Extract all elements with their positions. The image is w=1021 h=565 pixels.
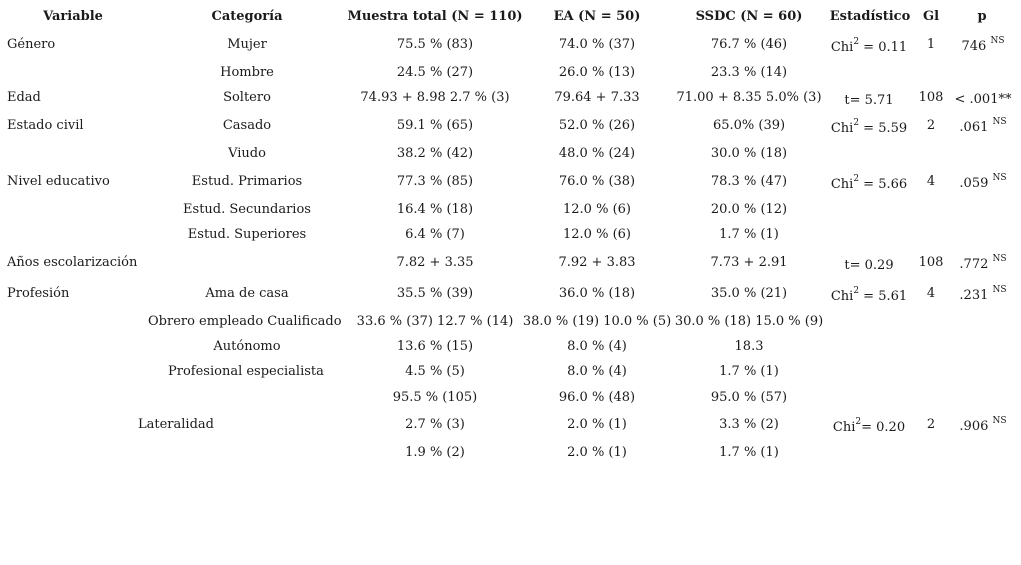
- categoria-cell: Mujer: [227, 37, 267, 52]
- estadistico-cell: [830, 117, 908, 137]
- p-cell: [959, 415, 1007, 435]
- p-cell: [959, 253, 1007, 273]
- categoria-cell: Casado: [222, 118, 272, 133]
- muestra-cell: 1.9 % (2): [405, 445, 465, 460]
- ea-cell: 48.0 % (24): [558, 146, 636, 161]
- estadistico-cell: [844, 258, 893, 274]
- muestra-cell: 95.5 % (105): [392, 390, 478, 405]
- p-significance: NS: [990, 35, 1005, 46]
- gl-cell: 108: [918, 255, 944, 270]
- ssdc-cell: 71.00 + 8.35 5.0% (3): [676, 90, 822, 105]
- variable-cell: Edad: [7, 90, 41, 105]
- muestra-cell: 24.5 % (27): [396, 65, 474, 80]
- stat-text: t= 5.71: [844, 93, 894, 108]
- ssdc-cell: 76.7 % (46): [710, 37, 788, 52]
- ea-cell: 52.0 % (26): [558, 118, 636, 133]
- p-value: .059: [959, 176, 989, 191]
- variable-cell: Años escolarización: [7, 255, 138, 270]
- p-significance: NS: [992, 172, 1007, 183]
- muestra-cell: 4.5 % (5): [405, 364, 465, 379]
- gl-cell: 2: [926, 118, 936, 133]
- p-significance: NS: [992, 415, 1007, 426]
- p-value: .061: [959, 120, 989, 135]
- gl-cell: 108: [918, 90, 944, 105]
- stat-value: = 5.66: [859, 177, 908, 192]
- categoria-cell: Estud. Secundarios: [183, 202, 311, 217]
- muestra-cell: 77.3 % (85): [396, 174, 474, 189]
- ea-cell: 79.64 + 7.33: [554, 90, 640, 105]
- stat-superscript: 2: [853, 117, 860, 128]
- variable-cell: Profesión: [7, 286, 70, 301]
- p-value: < .001**: [954, 92, 1012, 107]
- stat-value: = 5.61: [859, 289, 908, 304]
- ea-cell: 12.0 % (6): [563, 202, 631, 217]
- header-variable: Variable: [43, 9, 103, 24]
- gl-cell: 1: [926, 37, 936, 52]
- ea-cell: 2.0 % (1): [567, 445, 627, 460]
- stat-text: Chi: [830, 121, 854, 136]
- muestra-cell: 13.6 % (15): [396, 339, 474, 354]
- ssdc-cell: 20.0 % (12): [710, 202, 788, 217]
- header-categoria: Categoría: [211, 9, 283, 24]
- header-ea: EA (N = 50): [553, 9, 641, 24]
- ssdc-cell: 78.3 % (47): [710, 174, 788, 189]
- ssdc-cell: 35.0 % (21): [710, 286, 788, 301]
- header-ssdc: SSDC (N = 60): [695, 9, 803, 24]
- estadistico-cell: [830, 285, 908, 305]
- ea-cell: 2.0 % (1): [567, 417, 627, 432]
- estadistico-cell: [830, 36, 908, 56]
- categoria-cell: Autónomo: [213, 339, 281, 354]
- header-gl: Gl: [922, 9, 940, 24]
- p-cell: [959, 172, 1007, 192]
- p-significance: NS: [992, 284, 1007, 295]
- ea-cell: 38.0 % (19) 10.0 % (5): [522, 314, 672, 329]
- stat-text: Chi: [830, 289, 854, 304]
- ssdc-cell: 30.0 % (18) 15.0 % (9): [674, 314, 824, 329]
- muestra-cell: 35.5 % (39): [396, 286, 474, 301]
- categoria-cell: Obrero empleado Cualificado: [148, 314, 342, 329]
- stat-superscript: 2: [853, 285, 860, 296]
- stat-text: t= 0.29: [844, 258, 894, 273]
- p-significance: NS: [992, 253, 1007, 264]
- p-significance: NS: [992, 116, 1007, 127]
- gl-cell: 4: [926, 286, 936, 301]
- muestra-cell: 2.7 % (3): [405, 417, 465, 432]
- muestra-cell: 59.1 % (65): [396, 118, 474, 133]
- estadistico-cell: [844, 93, 893, 109]
- p-value: 746: [961, 39, 987, 54]
- ea-cell: 7.92 + 3.83: [558, 255, 636, 270]
- categoria-cell: Estud. Superiores: [187, 227, 307, 242]
- ea-cell: 8.0 % (4): [567, 339, 627, 354]
- stat-value: = 0.20: [861, 420, 906, 435]
- categoria-cell: Estud. Primarios: [191, 174, 303, 189]
- ssdc-cell: 1.7 % (1): [719, 445, 779, 460]
- variable-cell: Género: [7, 37, 56, 52]
- ea-cell: 12.0 % (6): [563, 227, 631, 242]
- categoria-cell: Ama de casa: [205, 286, 289, 301]
- stat-value: = 0.11: [859, 40, 908, 55]
- stat-value: = 5.59: [859, 121, 908, 136]
- ea-cell: 26.0 % (13): [558, 65, 636, 80]
- p-cell: [959, 116, 1007, 136]
- ssdc-cell: 18.3: [734, 339, 764, 354]
- muestra-cell: 38.2 % (42): [396, 146, 474, 161]
- ssdc-cell: 95.0 % (57): [710, 390, 788, 405]
- ssdc-cell: 23.3 % (14): [710, 65, 788, 80]
- ea-cell: 96.0 % (48): [558, 390, 636, 405]
- ssdc-cell: 3.3 % (2): [719, 417, 779, 432]
- categoria-cell: Soltero: [223, 90, 271, 105]
- estadistico-cell: [830, 173, 908, 193]
- ea-cell: 76.0 % (38): [558, 174, 636, 189]
- stat-superscript: 2: [853, 36, 860, 47]
- ssdc-cell: 1.7 % (1): [719, 364, 779, 379]
- categoria-cell: Hombre: [220, 65, 274, 80]
- ea-cell: 36.0 % (18): [558, 286, 636, 301]
- ssdc-cell: 30.0 % (18): [710, 146, 788, 161]
- variable-cell: Nivel educativo: [7, 174, 110, 189]
- p-value: .231: [959, 288, 989, 303]
- stat-text: Chi: [830, 40, 854, 55]
- muestra-cell: 7.82 + 3.35: [396, 255, 474, 270]
- p-value: .906: [959, 419, 989, 434]
- muestra-cell: 6.4 % (7): [405, 227, 465, 242]
- ssdc-cell: 1.7 % (1): [719, 227, 779, 242]
- ea-cell: 74.0 % (37): [558, 37, 636, 52]
- estadistico-cell: [832, 416, 906, 436]
- categoria-cell: Lateralidad: [138, 417, 214, 432]
- header-p: p: [977, 9, 987, 24]
- muestra-cell: 75.5 % (83): [396, 37, 474, 52]
- header-estadistico: Estadístico: [829, 9, 911, 24]
- categoria-cell: Viudo: [228, 146, 266, 161]
- ssdc-cell: 7.73 + 2.91: [710, 255, 788, 270]
- muestra-cell: 16.4 % (18): [396, 202, 474, 217]
- p-value: .772: [959, 257, 989, 272]
- stat-superscript: 2: [853, 173, 860, 184]
- gl-cell: 4: [926, 174, 936, 189]
- gl-cell: 2: [926, 417, 936, 432]
- variable-cell: Estado civil: [7, 118, 84, 133]
- ssdc-cell: 65.0% (39): [712, 118, 786, 133]
- muestra-cell: 74.93 + 8.98 2.7 % (3): [360, 90, 510, 105]
- p-cell: [959, 284, 1007, 304]
- header-muestra-total: Muestra total (N = 110): [347, 9, 523, 24]
- ea-cell: 8.0 % (4): [567, 364, 627, 379]
- muestra-cell: 33.6 % (37) 12.7 % (14): [356, 314, 514, 329]
- categoria-cell: Profesional especialista: [168, 364, 324, 379]
- p-cell: [961, 35, 1005, 55]
- stat-text: Chi: [832, 420, 856, 435]
- stat-text: Chi: [830, 177, 854, 192]
- stat-superscript: 2: [855, 416, 862, 427]
- p-cell: [955, 92, 1012, 108]
